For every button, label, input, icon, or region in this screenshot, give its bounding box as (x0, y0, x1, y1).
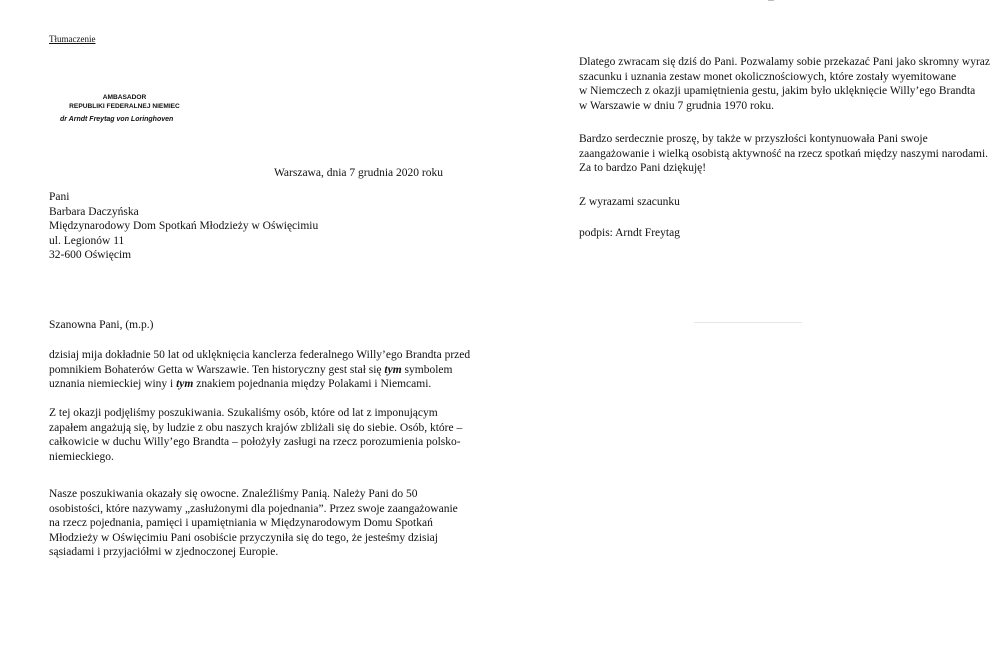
scan-mark (768, 0, 774, 1)
closing: Z wyrazami szacunku (579, 196, 680, 208)
address-line: Pani (49, 191, 70, 203)
address-line: 32-600 Oświęcim (49, 249, 132, 262)
letterhead (62, 93, 187, 111)
paragraph-line: sąsiadami i przyjaciółmi w zjednoczonej Europie. (49, 546, 279, 559)
paragraph-3 (49, 487, 458, 560)
paragraph-line: niemieckiego. (49, 450, 114, 463)
scan-mark (694, 322, 802, 323)
translation-header: Tłumaczenie (49, 34, 96, 44)
paragraph-line: w Niemczech z okazji upamiętnienia gestu, jakim było uklęknięcie Willy’ego Brandta (579, 85, 976, 98)
emphasis: tym (176, 378, 194, 391)
paragraph-line: Za to bardzo Pani dziękuję! (579, 162, 707, 175)
paragraph-1 (49, 348, 470, 392)
right-paragraph-1 (579, 55, 990, 113)
paragraph-line: zapałem angażują się, by ludzie z obu naszych krajów zbliżali się do siebie. Osób, które – (49, 421, 463, 434)
letterhead-country: REPUBLIKI FEDERALNEJ NIEMIEC (69, 103, 180, 110)
letterhead-title: AMBASADOR (102, 94, 147, 101)
paragraph-line: zaangażowanie i wielką osobistą aktywność na rzecz spotkań między naszymi narodami. (579, 147, 989, 160)
right-paragraph-2 (579, 132, 988, 176)
paragraph-line: Z tej okazji podjęliśmy poszukiwania. Szukaliśmy osób, które od lat z imponującym (49, 407, 438, 419)
paragraph-2 (49, 406, 462, 464)
signature: podpis: Arndt Freytag (579, 227, 680, 239)
emphasis: tym (384, 363, 402, 376)
paragraph-line: całkowicie w duchu Willy’ego Brandta – położyły zasługi na rzecz porozumienia polsko- (49, 436, 461, 449)
ambassador-name: dr Arndt Freytag von Loringhoven (60, 116, 174, 123)
paragraph-line: osobistości, które nazywamy „zasłużonymi dla pojednania”. Przez swoje zaangażowanie (49, 502, 458, 515)
date-line: Warszawa, dnia 7 grudnia 2020 roku (274, 167, 443, 179)
paragraph-line: Bardzo serdecznie proszę, by także w przyszłości kontynuowała Pani swoje (579, 133, 928, 145)
left-page (0, 0, 484, 664)
salutation: Szanowna Pani, (m.p.) (49, 319, 154, 331)
address-line: ul. Legionów 11 (49, 234, 125, 247)
address-line: Barbara Daczyńska (49, 205, 139, 218)
paragraph-line: Nasze poszukiwania okazały się owocne. Znaleźliśmy Panią. Należy Pani do 50 (49, 488, 418, 500)
paragraph-line: w Warszawie w dniu 7 grudnia 1970 roku. (579, 99, 774, 112)
right-page (484, 0, 997, 664)
paragraph-line: na rzecz pojednania, pamięci i upamiętniania w Międzynarodowym Domu Spotkań (49, 517, 433, 530)
recipient-address (49, 190, 318, 263)
paragraph-line: pomnikiem Bohaterów Getta w Warszawie. Ten historyczny gest stał się tym symbolem (49, 363, 453, 376)
paragraph-line: Dlatego zwracam się dziś do Pani. Pozwalamy sobie przekazać Pani jako skromny wyraz (579, 56, 990, 68)
paragraph-line: dzisiaj mija dokładnie 50 lat od uklęknięcia kanclerza federalnego Willy’ego Brandta przed (49, 349, 471, 361)
paragraph-line: szacunku i uznania zestaw monet okolicznościowych, które zostały wyemitowane (579, 70, 957, 83)
paragraph-line: Młodzieży w Oświęcimiu Pani osobiście przyczyniła się do tego, że jesteśmy dzisiaj (49, 531, 438, 544)
address-line: Międzynarodowy Dom Spotkań Młodzieży w Oświęcimiu (49, 220, 319, 233)
paragraph-line: uznania niemieckiej winy i tym znakiem pojednania między Polakami i Niemcami. (49, 378, 432, 391)
